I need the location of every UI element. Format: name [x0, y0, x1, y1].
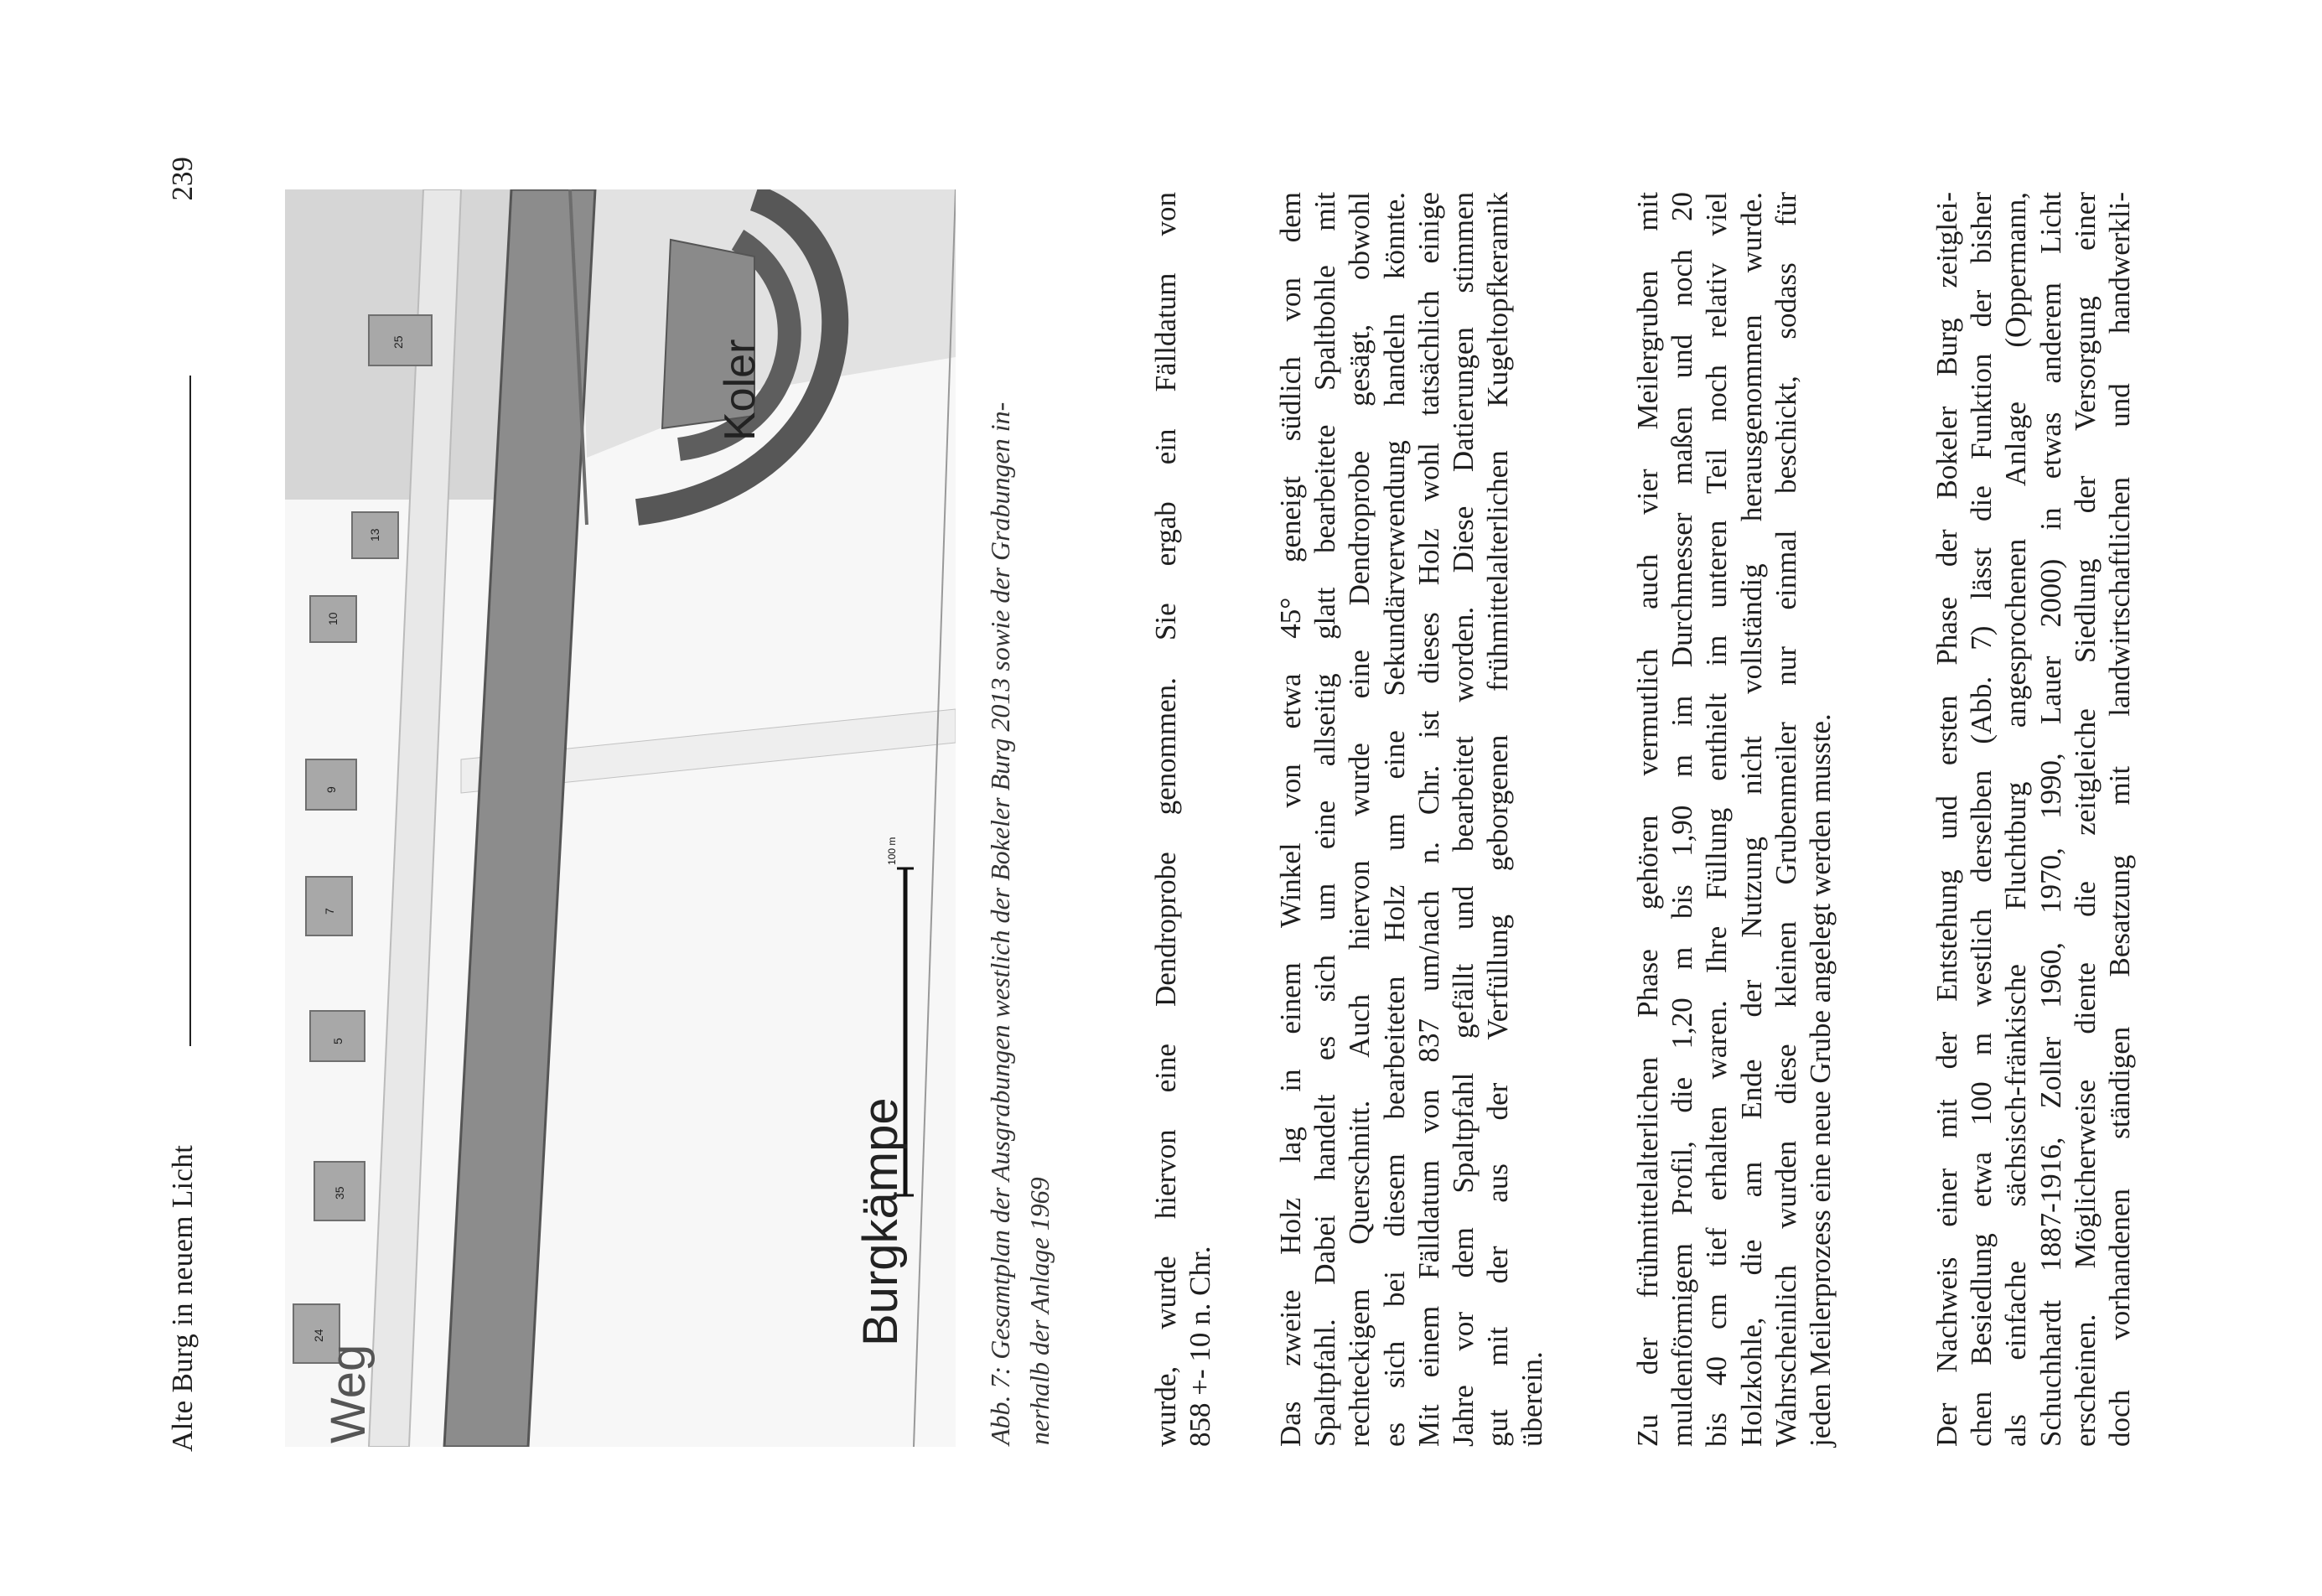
house-number: 24 — [312, 1329, 325, 1342]
page-number: 239 — [166, 157, 199, 201]
text-line: Schuchhardt 1887-1916, Zoller 1960, 1970, 1990, Lauer 2000) in etwas anderem Licht — [2034, 192, 2067, 1447]
text-line: Jahre vor dem Spaltpfahl gefällt und bearbeitet worden. Diese Datierungen stimmen — [1447, 192, 1480, 1447]
paragraph — [1273, 192, 1550, 1447]
house-number: 13 — [368, 528, 381, 542]
house-number: 10 — [326, 612, 339, 625]
text-line: erscheinen. Möglicherweise diente die zeitgleiche Siedlung der Versorgung einer — [2068, 192, 2102, 1447]
text-line: Holzkohle, die am Ende der Nutzung nicht vollständig herausgenommen wurde. — [1734, 192, 1768, 1447]
figure-caption — [981, 188, 1060, 1445]
text-line: wurde, wurde hiervon eine Dendroprobe genommen. Sie ergab ein Fälldatum von — [1149, 192, 1182, 1447]
paragraph — [1148, 192, 1217, 1447]
text-line: Wahrscheinlich wurden diese kleinen Grubenmeiler nur einmal beschickt, sodass für — [1769, 192, 1802, 1447]
house-number: 7 — [323, 908, 336, 915]
paragraph — [1630, 192, 1837, 1447]
text-line: 858 +- 10 n. Chr. — [1184, 1246, 1217, 1447]
excavation-map — [285, 189, 956, 1447]
text-line: gut mit der aus der Verfüllung geborgenen frühmittelalterlichen Kugeltopfkeramik — [1481, 192, 1515, 1447]
paragraph — [1930, 192, 2137, 1447]
area-label: Burgkämpe — [853, 1097, 908, 1346]
caption-line: nerhalb der Anlage 1969 — [1024, 1177, 1055, 1445]
excavation-map-figure — [285, 189, 956, 1447]
caption-line: Abb. 7: Gesamtplan der Ausgrabungen westlich der Bokeler Burg 2013 sowie der Grabungen in- — [985, 402, 1015, 1445]
running-title: Alte Burg in neuem Licht — [166, 1144, 199, 1452]
text-line: Mit einem Fälldatum von 837 um/nach n. Chr. ist dieses Holz wohl tatsächlich einige — [1412, 192, 1445, 1447]
house-number: 35 — [333, 1186, 346, 1200]
text-line: es sich bei diesem bearbeiteten Holz um eine Sekundärverwendung handeln könnte. — [1377, 192, 1411, 1447]
text-line: Zu der frühmittelalterlichen Phase gehören vermutlich auch vier Meilergruben mit — [1631, 192, 1664, 1447]
building — [310, 1011, 365, 1061]
text-line: doch vorhandenen ständigen Besatzung mit landwirtschaftlichen und handwerkli- — [2103, 192, 2137, 1447]
house-number: 25 — [391, 335, 405, 349]
text-line: als einfache sächsisch-fränkische Fluchtburg angesprochenen Anlage (Oppermann, — [1999, 192, 2033, 1447]
scale-label: 100 m — [886, 837, 898, 865]
running-header — [164, 157, 215, 1452]
text-line: jeden Meilerprozess eine neue Grube angelegt werden musste. — [1804, 713, 1837, 1447]
text-line: bis 40 cm tief erhalten waren. Ihre Füllung enthielt im unteren Teil noch relativ viel — [1700, 192, 1734, 1447]
road-label: Weg — [321, 1344, 376, 1443]
house-number: 5 — [331, 1038, 345, 1044]
site-label: Koler — [716, 339, 764, 441]
text-line: Spaltpfahl. Dabei handelt es sich um eine allseitig glatt bearbeitete Spaltbohle mit — [1309, 192, 1342, 1447]
building — [306, 877, 352, 935]
text-line: überein. — [1516, 1351, 1549, 1447]
text-line: chen Besiedlung etwa 100 m westlich derselben (Abb. 7) lässt die Funktion der bisher — [1965, 192, 1998, 1447]
text-line: Der Nachweis einer mit der Entstehung und ersten Phase der Bokeler Burg zeitglei- — [1931, 192, 1963, 1447]
house-number: 9 — [324, 786, 338, 793]
text-line: Das zweite Holz lag in einem Winkel von etwa 45° geneigt südlich von dem — [1274, 192, 1307, 1447]
text-line: muldenförmigem Profil, die 1,20 m bis 1,90 m im Durchmesser maßen und noch 20 — [1666, 192, 1699, 1447]
header-rule — [189, 376, 191, 1046]
building — [306, 759, 356, 810]
text-line: rechteckigem Querschnitt. Auch hiervon wurde eine Dendroprobe gesägt, obwohl — [1343, 192, 1376, 1447]
